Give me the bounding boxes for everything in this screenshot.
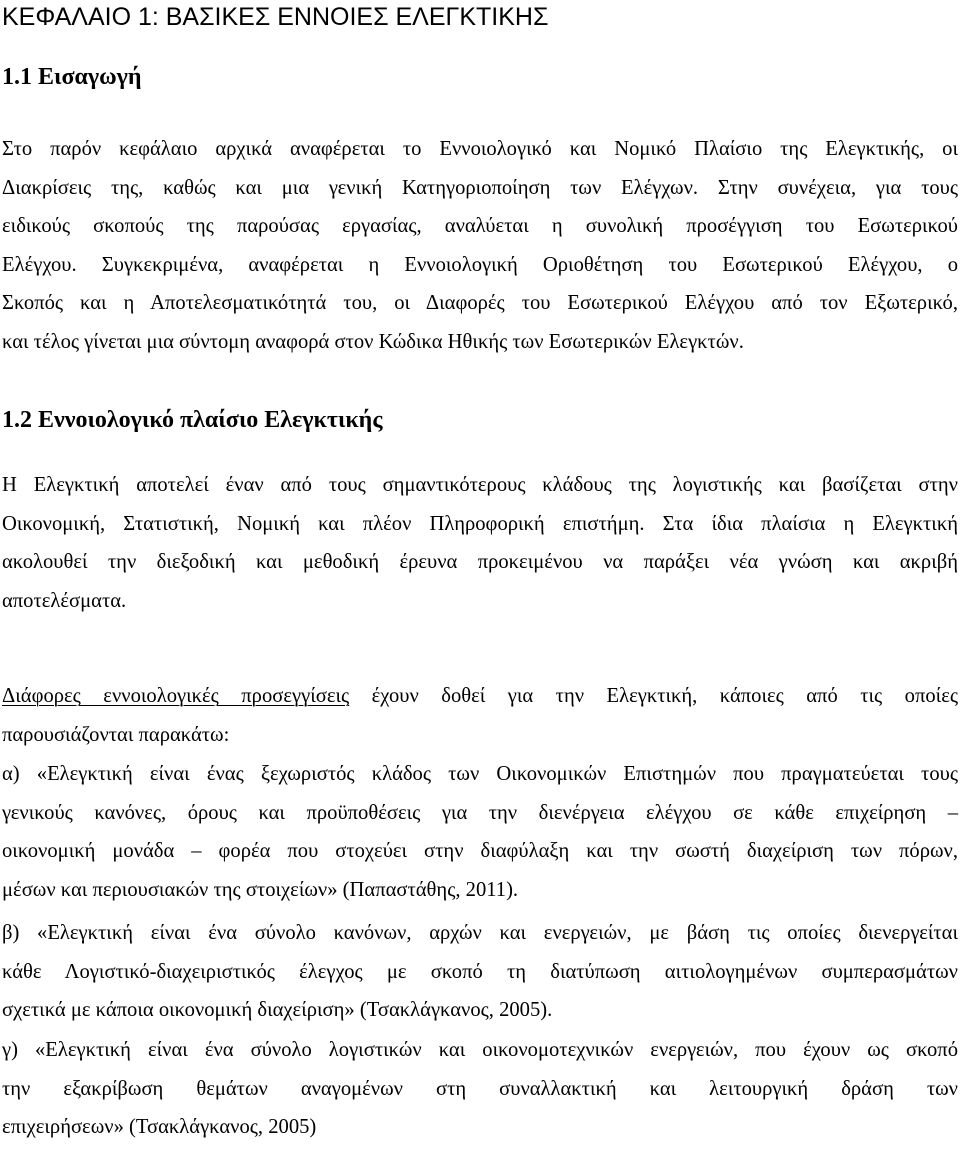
paragraph-line: Σκοπός και η Αποτελεσματικότητά του, οι Διαφορές του Εσωτερικού Ελέγχου από τον Εξωτερικό, (2, 292, 958, 314)
paragraph-line: κάθε Λογιστικό-διαχειριστικός έλεγχος με σκοπό τη διατύπωση αιτιολογημένων συμπερασμάτων (2, 960, 958, 983)
paragraph-line (2, 677, 958, 716)
paragraph-line: Ελέγχου. Συγκεκριμένα, αναφέρεται η Εννοιολογική Οριοθέτηση του Εσωτερικού Ελέγχου, ο (2, 253, 958, 276)
paragraph-line: Στο παρόν κεφάλαιο αρχικά αναφέρεται το Εννοιολογικό και Νομικό Πλαίσιο της Ελεγκτικής, οι (2, 138, 958, 160)
paragraph-line: Διακρίσεις της, καθώς και μια γενική Κατηγοριοποίηση των Ελέγχων. Στην συνέχεια, για τους (2, 176, 958, 199)
line-continuation: έχουν δοθεί για την Ελεγκτική, κάποιες από τις οποίες (349, 685, 958, 707)
paragraph-line: την εξακρίβωση θεμάτων αναγομένων στη συναλλακτική και λειτουργική δράση των (2, 1077, 958, 1100)
paragraph-line: Η Ελεγκτική αποτελεί έναν από τους σημαντικότερους κλάδους της λογιστικής και βασίζεται στην (2, 474, 958, 496)
paragraph-line: παρουσιάζονται παρακάτω: (2, 723, 230, 746)
paragraph-line: Οικονομική, Στατιστική, Νομική και πλέον Πληροφορική επιστήμη. Στα ίδια πλαίσια η Ελεγκτική (2, 512, 958, 535)
definition-a (2, 755, 958, 909)
section-heading-1-1: 1.1 Εισαγωγή (2, 64, 142, 90)
ellegktiki-definition-paragraph (2, 466, 958, 620)
paragraph-line: γενικούς κανόνες, όρους και προϋποθέσεις για την διενέργεια ελέγχου σε κάθε επιχείρηση – (2, 801, 958, 824)
paragraph-line: μέσων και περιουσιακών της στοιχείων» (Παπαστάθης, 2011). (2, 878, 519, 901)
underlined-phrase: Διάφορες εννοιολογικές προσεγγίσεις (2, 685, 350, 707)
paragraph-line: β) «Ελεγκτική είναι ένα σύνολο κανόνων, αρχών και ενεργειών, με βάση τις οποίες διενεργείται (2, 922, 958, 944)
definition-c (2, 1031, 958, 1147)
paragraph-line: και τέλος γίνεται μια σύντομη αναφορά στον Κώδικα Ηθικής των Εσωτερικών Ελεγκτών. (2, 330, 744, 353)
paragraph-line: αποτελέσματα. (2, 589, 127, 612)
paragraph-line: οικονομική μονάδα – φορέα που στοχεύει στην διαφύλαξη και την σωστή διαχείριση των πόρων, (2, 840, 958, 862)
paragraph-line: γ) «Ελεγκτική είναι ένα σύνολο λογιστικών και οικονομοτεχνικών ενεργειών, που έχουν ως σκοπό (2, 1039, 958, 1061)
approaches-paragraph (2, 677, 958, 754)
paragraph-line: α) «Ελεγκτική είναι ένας ξεχωριστός κλάδος των Οικονομικών Επιστημών που πραγματεύεται τους (2, 763, 958, 785)
paragraph-line: ειδικούς σκοπούς της παρούσας εργασίας, αναλύεται η συνολική προσέγγιση του Εσωτερικού (2, 215, 958, 237)
definition-b (2, 914, 958, 1030)
paragraph-line: ακολουθεί την διεξοδική και μεθοδική έρευνα προκειμένου να παράξει νέα γνώση και ακριβή (2, 551, 958, 573)
paragraph-line: σχετικά με κάποια οικονομική διαχείριση» (Τσακλάγκανος, 2005). (2, 999, 553, 1021)
chapter-title: ΚΕΦΑΛΑΙΟ 1: ΒΑΣΙΚΕΣ ΕΝΝΟΙΕΣ ΕΛΕΓΚΤΙΚΗΣ (2, 3, 549, 31)
intro-paragraph (2, 130, 958, 361)
paragraph-line: επιχειρήσεων» (Τσακλάγκανος, 2005) (2, 1116, 317, 1138)
section-heading-1-2: 1.2 Εννοιολογικό πλαίσιο Ελεγκτικής (2, 407, 383, 433)
